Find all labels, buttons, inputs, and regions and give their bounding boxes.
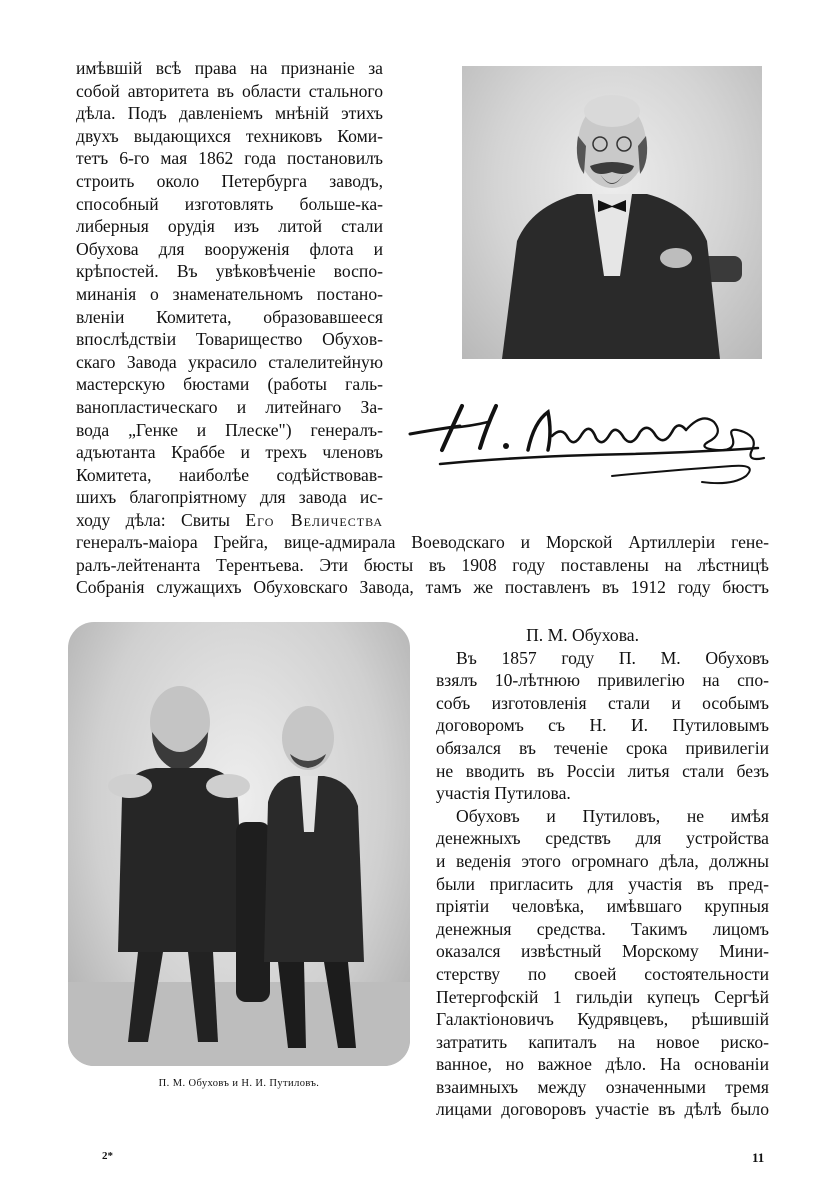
text-line: и веденія этого огромнаго дѣла, должны (436, 850, 769, 871)
putilov-signature (402, 392, 774, 502)
text-line: ванное, но важное дѣло. На основаніи (436, 1054, 769, 1075)
text-line: Собранія служащихъ Обуховскаго Завода, тамъ же поставленъ въ 1912 году бюстъ (76, 577, 769, 598)
signature-graphic (402, 392, 774, 502)
left-epaulette (108, 774, 152, 798)
putilov-portrait-photo (462, 66, 762, 359)
page-number: 11 (752, 1150, 765, 1165)
text-line: Петергофскій 1 гильдіи купецъ Сергѣй (436, 986, 769, 1007)
text-line: крѣпостей. Въ увѣковѣченіе воспо- (76, 261, 383, 282)
text-line: Обуховъ и Путиловъ, не имѣя (456, 805, 769, 826)
text-line: ралъ-лейтенанта Терентьева. Эти бюсты въ 1908 году поставлены на лѣстницѣ (76, 554, 769, 575)
text-line: собой авторитета въ области стального (76, 80, 383, 101)
text-line: способный изготовлять больше-ка- (76, 193, 383, 214)
text-line: взялъ 10-лѣтнюю привилегію на спо- (436, 670, 769, 691)
text-line: Обухова для вооруженія флота и (76, 238, 383, 259)
text-line: строить около Петербурга заводъ, (76, 170, 383, 191)
photo-caption: П. М. Обуховъ и Н. И. Путиловъ. (158, 1078, 320, 1089)
hand (660, 248, 692, 268)
text-line: затратить капиталъ на новое риско- (436, 1031, 769, 1052)
text-line: были пригласить для участія въ пред- (436, 873, 769, 894)
text-line: Комитета, наиболѣе содѣйствовав- (76, 464, 383, 485)
text-line: адъютанта Краббе и трехъ членовъ (76, 442, 383, 463)
text-line: не вводить въ Россіи литья стали безъ (436, 760, 769, 781)
group-figures (68, 622, 410, 1066)
text-line: скаго Завода украсило сталелитейную (76, 351, 383, 372)
text-line: генералъ-маіора Грейга, вице-адмирала Воеводскаго и Морской Артиллеріи гене- (76, 532, 769, 552)
text-line: пріятіи человѣка, имѣвшаго крупныя (436, 896, 769, 917)
text-run: ходу дѣла: Свиты (76, 509, 246, 530)
chair (236, 822, 270, 1002)
text-line: стерству по своей состоятельности (436, 963, 769, 984)
text-line: либерныя орудія изъ литой стали (76, 216, 383, 237)
text-line: дѣла. Подъ давленіемъ мнѣній этихъ (76, 103, 383, 124)
text-line: шихъ благопріятному для завода ис- (76, 487, 383, 508)
text-line: оказался извѣстный Морскому Мини- (436, 941, 769, 962)
text-line: минанія о знаменательномъ постано- (76, 283, 383, 304)
right-head (282, 706, 334, 770)
text-line: двухъ выдающихся техниковъ Коми- (76, 125, 383, 146)
his-majesty-smallcaps: Его Величества (245, 509, 383, 530)
obukhov-putilov-group-photo (68, 622, 410, 1066)
bald-crown (584, 95, 640, 127)
text-line: лицами договоровъ участіе въ дѣлѣ было (436, 1099, 769, 1120)
text-line: мастерскую бюстами (работы галь- (76, 374, 383, 395)
text-line: денежныя средства. Такимъ лицомъ (436, 918, 769, 939)
text-line: участія Путилова. (436, 783, 571, 804)
portrait-figure (462, 66, 762, 359)
text-line: собъ изготовленія стали и особымъ (436, 692, 769, 713)
text-line: имѣвшій всѣ права на признаніе за (76, 58, 383, 78)
text-line: Галактіоновичъ Кудрявцевъ, рѣшившій (436, 1009, 769, 1030)
right-column-text (436, 624, 769, 1121)
full-width-text (76, 531, 769, 599)
text-line-last (76, 509, 383, 532)
text-line: взаимныхъ между означенными тремя (436, 1076, 769, 1097)
left-column-text (76, 57, 383, 531)
text-line: впослѣдствіи Товарищество Обухов- (76, 329, 383, 350)
text-line: денежныхъ средствъ для устройства (436, 828, 769, 849)
text-line: вода „Генке и Плеске") генералъ- (76, 419, 383, 440)
text-line: Въ 1857 году П. М. Обуховъ (456, 647, 769, 668)
text-line: договоромъ съ Н. И. Путиловымъ (436, 715, 769, 736)
text-line: обязался въ теченіе срока привилегіи (436, 737, 769, 758)
signature-mark: 2* (102, 1150, 113, 1162)
text-line: П. М. Обухова. (526, 625, 639, 645)
right-epaulette (206, 774, 250, 798)
text-line: вленіи Комитета, образовавшееся (76, 306, 383, 327)
text-line: ванопластическаго и литейнаго За- (76, 396, 383, 417)
text-line: тетъ 6-го мая 1862 года постановилъ (76, 148, 383, 169)
